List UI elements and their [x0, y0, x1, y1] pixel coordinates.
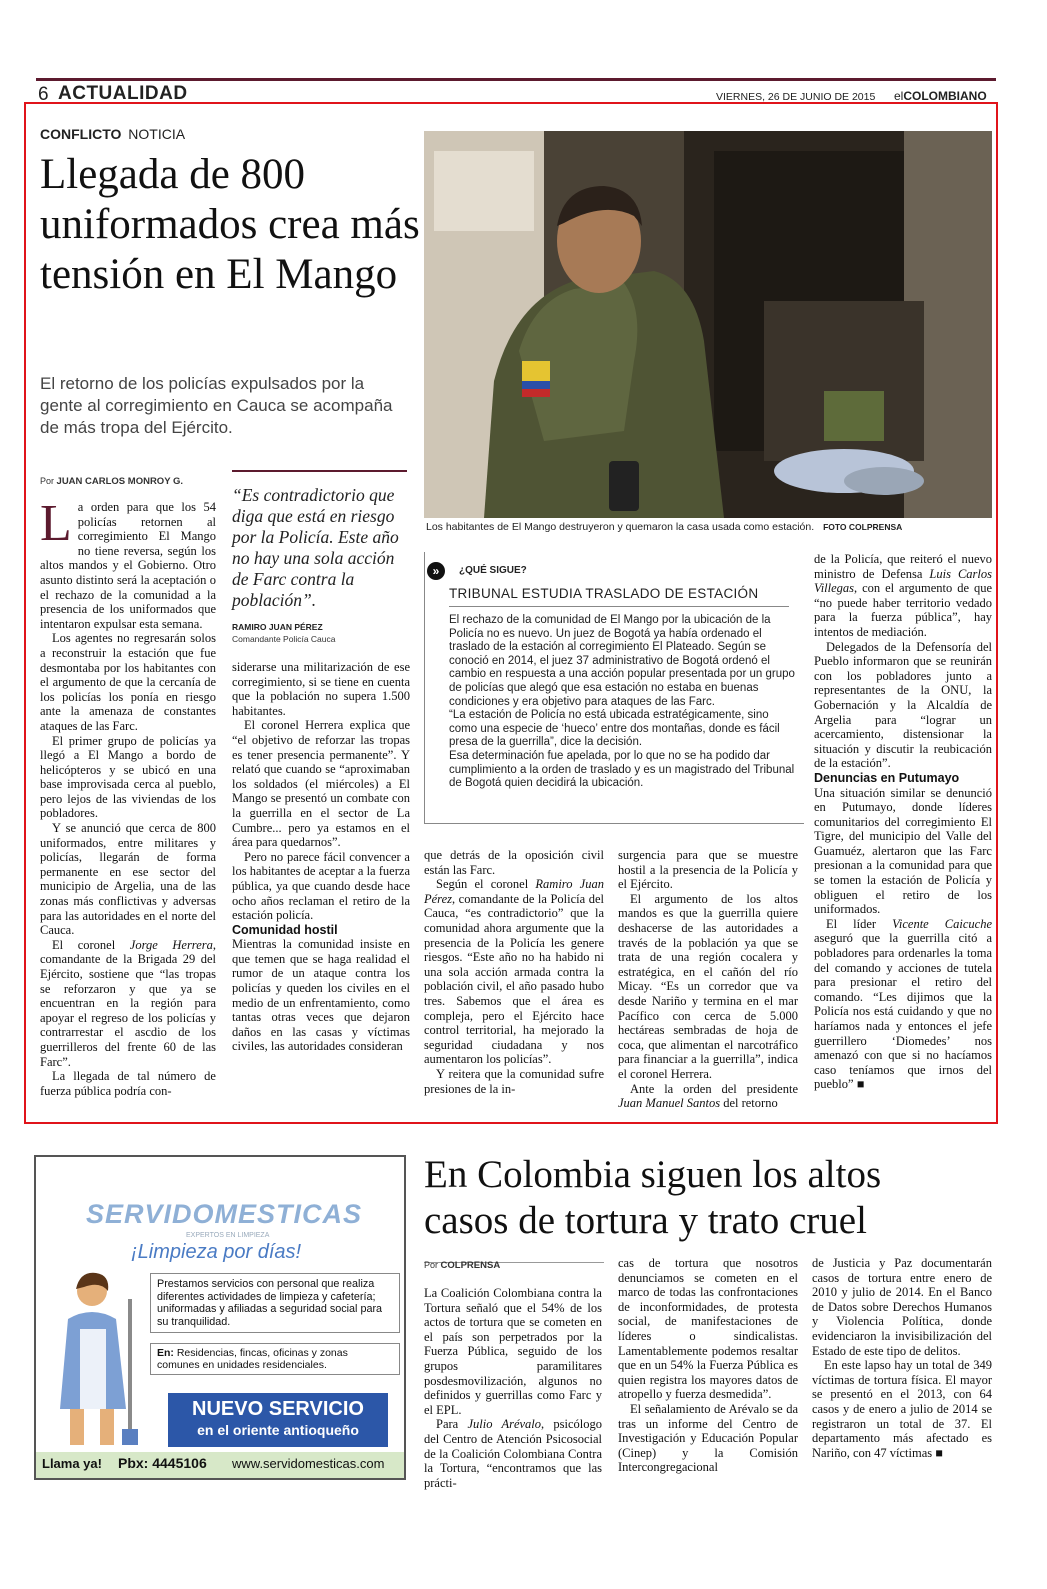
- byline-prefix: Por: [424, 1260, 439, 1270]
- paragraph: cas de tortura que nosotros denunciamos se cometen en el marco de todas las confrontaciones de inconformidades, de protesta social, de manifestaciones de líderes o sindicalistas. Lamentablemente podemos resaltar que en un 54% la Fuerza Pública es quien registra los mayores datos de atropello y fuerza desmedida”.: [618, 1256, 798, 1402]
- advertisement: [34, 1155, 406, 1480]
- paragraph-text: a orden para que los 54 policías retornen al corregimiento El Mango no tiene reversa, según los altos mandos y el Gobierno. Otro asunto distinto será la aceptación o el rechazo de la comunidad a la presencia de los uniformados que intentaron expulsar esta semana.: [40, 500, 216, 631]
- kicker: [40, 126, 185, 142]
- ad-locations-label: En:: [157, 1347, 174, 1359]
- paper-name: [894, 89, 987, 103]
- article-column-1: [40, 495, 216, 1098]
- byline-2: [424, 1260, 500, 1271]
- byline-prefix: Por: [40, 476, 55, 486]
- text-run: El líder: [826, 916, 893, 931]
- ad-website: www.servidomesticas.com: [232, 1456, 385, 1471]
- kicker-section: CONFLICTO: [40, 126, 122, 142]
- text-run: Ante la orden del presidente: [630, 1081, 798, 1096]
- sidebar-paragraph: El rechazo de la comunidad de El Mango por la ubicación de la Policía no es nuevo. Un juez de Bogotá ya había ordenado el traslado de la estación al corregimiento El Plateado. Según se conoció en 2014, el juez 37 administrativo de Bogotá ordenó el cambio en respuesta a una acción popular presentada por un grupo de policías que alegó que esa estación no estaba en buenas condiciones y era objetivo para ataques de las Farc.: [449, 614, 795, 708]
- paragraph: Pero no parece fácil convencer a los habitantes de aceptar a la fuerza pública, ya que cuando desde hace ocho años reclaman el retiro de la estación policía.: [232, 849, 410, 923]
- quote-role: Comandante Policía Cauca: [232, 634, 336, 644]
- person-name: Ramiro Juan Pérez: [424, 877, 604, 906]
- photo-credit: FOTO COLPRENSA: [823, 522, 903, 532]
- ad-body-box: [150, 1273, 400, 1333]
- sidebar-paragraph: Esa determinación fue apelada, por lo que no se ha podido dar cumplimiento a la orden de traslado y es un magistrado del Tribunal de Bogotá quien decidirá la ubicación.: [449, 749, 795, 790]
- header-top-rule: [36, 78, 996, 81]
- paragraph: [424, 877, 604, 1067]
- paragraph: [424, 1417, 602, 1490]
- person-name: Julio Arévalo: [467, 1417, 542, 1432]
- chevron-icon: »: [427, 562, 445, 580]
- sidebar-title: TRIBUNAL ESTUDIA TRASLADO DE ESTACIÓN: [449, 586, 759, 601]
- paragraph: Mientras la comunidad insiste en que temen que se haga realidad el rumor de un ataque contra los policías y queden los civiles en el medio de un enfrentamiento, como tantas otras veces que dejaron daños en las casas y víctimas civiles, las autoridades consideran: [232, 937, 410, 1054]
- text-run: Según el coronel: [436, 877, 536, 892]
- paragraph: [814, 552, 992, 640]
- paper-title: COLOMBIANO: [903, 89, 987, 103]
- paragraph: El primer grupo de policías ya llegó a El Mango a bordo de helicópteros y se ubicó en una base improvisada cerca al pueblo, pero lejos de las viviendas de los pobladores.: [40, 733, 216, 821]
- sidebar-body: [449, 614, 795, 791]
- ad-banner: [168, 1393, 388, 1447]
- byline: [40, 476, 183, 487]
- paragraph: El coronel Herrera explica que “el objetivo de reforzar las tropas es tener presencia permanente”. Y relató que cuando se “aproximaban los soldados (el miércoles) a El Mango se presentó un combate con la guerrilla en el sector de La Cumbre... pero ya estamos en el área para quedarnos”.: [232, 718, 410, 850]
- ad-brand: SERVIDOMESTICAS: [86, 1199, 363, 1229]
- paragraph: siderarse una militarización de ese corregimiento, si se tiene en cuenta que la población no supera 1.500 habitantes.: [232, 660, 410, 718]
- ad-call: Llama ya!: [42, 1456, 102, 1471]
- ad-locations-text: Residencias, fincas, oficinas y zonas comunes en unidades residenciales.: [157, 1347, 348, 1371]
- paragraph: de Justicia y Paz documentarán casos de tortura entre enero de 2010 y julio de 2014. En el Banco de Datos sobre Derechos Humanos y Violencia Política, donde evidenciaron la invisibilización del Estado de este tipo de delitos.: [812, 1256, 992, 1358]
- photo-illustration: [424, 131, 992, 518]
- paragraph: El señalamiento de Arévalo se da tras un informe del Centro de Investigación y Educación Popular (Cinep) y la Comisión Intercongregacional: [618, 1401, 798, 1475]
- paragraph: Una situación similar se denunció en Putumayo, donde líderes comunitarios del corregimiento El Tigre, del municipio del Valle del Guamuéz, alertaron que las Farc presionan a la comunidad para que se tomen la estación de Policía y obliguen el retiro de los uniformados.: [814, 785, 992, 917]
- paragraph: [618, 1082, 798, 1111]
- photo-caption: [426, 521, 996, 533]
- subhead: Denuncias en Putumayo: [814, 770, 960, 785]
- sidebar-title-rule: [449, 606, 789, 607]
- quote-rule: [232, 470, 407, 472]
- ad-banner-title: NUEVO SERVICIO: [192, 1398, 364, 1420]
- paragraph: surgencia para que se muestre hostil a la presencia de la Policía y el Ejército.: [618, 848, 798, 892]
- article-column-5: [814, 552, 992, 1092]
- text-run: , comandante de la Brigada 29 del Ejército, sostiene que “las tropas se reforzaron y que ya se encuentran en la región para apoyar el regreso de los policías y contrarrestar el ascdio de los guerrilleros del frente 60 de las Farc”.: [40, 937, 216, 1069]
- ad-brand-sub: EXPERTOS EN LIMPIEZA: [186, 1232, 270, 1239]
- text-run: de la Policía, que reiteró el nuevo ministro de Defensa: [814, 552, 992, 581]
- ad-footer: [36, 1452, 404, 1478]
- caption-text: Los habitantes de El Mango destruyeron y quemaron la casa usada como estación.: [426, 521, 815, 533]
- paragraph: El argumento de los altos mandos es que la guerrilla quiere deshacerse de las autoridades a través de la población ya que se trata de una región cocalera y estratégica, en el cañón del río Micay. “Es un corredor que va desde Nariño y termina en el mar Pacífico con cerca de 5.000 hectáreas sembradas de hoja de coca, que alimentan el narcotráfico para financiar a la guerrilla”, indica el coronel Herrera.: [618, 891, 798, 1081]
- text-run: , con el argumento de que “no puede haber territorio vedado para la fuerza pública”, hay intentos de mediación.: [814, 581, 992, 639]
- paragraph: La llegada de tal número de fuerza pública podría con-: [40, 1069, 216, 1098]
- ad-tagline: ¡Limpieza por días!: [131, 1241, 302, 1263]
- paragraph: Y se anunció que cerca de 800 uniformados, entre militares y policías, llegarán de forma permanente en ese sector del municipio de Argelia, una de las zonas más conflictivas y adversas para las autoridades en el norte del Cauca.: [40, 821, 216, 938]
- article2-column-1: [424, 1286, 602, 1490]
- byline-author: COLPRENSA: [440, 1260, 501, 1271]
- paragraph: Delegados de la Defensoría del Pueblo informaron que se reunirán con los pobladores junto a representantes de la ONU, la Gobernación y la Alcaldía de Argelia para “lograr un acercamiento, distensionar la situación y discutir la reubicación de la estación”.: [814, 639, 992, 771]
- article2-column-3: [812, 1256, 992, 1460]
- paragraph: [40, 495, 216, 631]
- ad-phone: Pbx: 4445106: [118, 1455, 207, 1471]
- paragraph: que detrás de la oposición civil están las Farc.: [424, 848, 604, 877]
- article-column-2: [232, 660, 410, 1054]
- byline-author: JUAN CARLOS MONROY G.: [56, 476, 184, 487]
- paper-prefix: el: [894, 89, 904, 103]
- ad-locations: [150, 1343, 400, 1375]
- text-run: , psicólogo del Centro de Atención Psicosocial de la Coalición Colombiana Contra la Tortura, “encontramos que las prácti-: [424, 1417, 602, 1490]
- text-run: Para: [436, 1417, 468, 1432]
- sidebar-box: [424, 552, 804, 824]
- headline-2: En Colombia siguen los altos casos de tortura y trato cruel: [424, 1153, 882, 1242]
- text-run: aseguró que la guerrilla citó a pobladores para ordenarles la toma del comando y acciones de tutela para presionar el retiro del comando. “Les dijimos que la Policía nos está cuidando y que no haríamos nada y entonces el jefe guerrillero ‘Diomedes’ nos amenazó con que si no hacíamos caso teníamos que irnos del pueblo” ■: [814, 931, 992, 1092]
- sidebar-label: ¿QUÉ SIGUE?: [459, 565, 527, 576]
- text-run: del retorno: [720, 1096, 778, 1111]
- paragraph: [40, 938, 216, 1069]
- person-name: Luis Carlos Villegas: [814, 566, 992, 596]
- drop-cap: L: [40, 495, 72, 552]
- paragraph: La Coalición Colombiana contra la Tortura señaló que el 54% de los actos de tortura que se cometen en el país son perpetrados por la Fuerza Pública, seguido de los grupos paramilitares posdesmovilización, algunos no definidos y guerrillas como Farc y el EPL.: [424, 1286, 602, 1417]
- quote-author: RAMIRO JUAN PÉREZ: [232, 622, 323, 632]
- page-header: [36, 78, 996, 104]
- text-run: , comandante de la Policía del Cauca, “es contradictorio” que la comunidad ahora argumente que la presencia de la Policía les genere riesgos. “Este año no ha habido ni una sola acción armada contra la población civil, el año pasado hubo tres. Sabemos que el área es compleja, pero el Ejército hace control territorial, ha mejorado la seguridad ciudadana y nos aumentaron los policías”.: [424, 891, 604, 1067]
- article-column-4: [618, 848, 798, 1111]
- ad-body-text: Prestamos servicios con personal que realiza diferentes actividades de limpieza y cafetería; uniformadas y afiliadas a seguridad social para su tranquilidad.: [157, 1278, 383, 1328]
- text-run: El coronel: [52, 937, 130, 952]
- paragraph: [814, 917, 992, 1092]
- issue-date: VIERNES, 26 DE JUNIO DE 2015: [716, 91, 876, 103]
- headline: Llegada de 800 uniformados crea más tensión en El Mango: [40, 151, 420, 298]
- maid-illustration: [40, 1269, 158, 1449]
- pull-quote: “Es contradictorio que diga que está en riesgo por la Policía. Este año no hay una sola acción de Farc contra la población”.: [232, 485, 399, 610]
- paragraph: Los agentes no regresarán solos a reconstruir la estación que fue desmontaba por los habitantes con el argumento de que la cercanía de los policías los ponía en riesgo ante la amenaza de constantes ataques de las Farc.: [40, 631, 216, 733]
- subhead: Comunidad hostil: [232, 922, 338, 937]
- article2-column-2: [618, 1256, 798, 1475]
- paragraph: Y reitera que la comunidad sufre presiones de la in-: [424, 1066, 604, 1096]
- paragraph: En este lapso hay un total de 349 víctimas de tortura física. El mayor se presentó en el 2013, con 64 casos y de enero a julio de 2014 se registraron un total de 37. El departamento más afectado es Nariño, con 47 víctimas ■: [812, 1358, 992, 1460]
- news-photo: [424, 131, 992, 518]
- article-column-3: [424, 848, 604, 1096]
- deck: El retorno de los policías expulsados por la gente al corregimiento en Cauca se acompaña de más tropa del Ejército.: [40, 374, 393, 437]
- kicker-type: NOTICIA: [128, 126, 186, 142]
- person-name: Vicente Caicuche: [892, 916, 992, 931]
- page-number: 6: [38, 84, 49, 105]
- section-name: ACTUALIDAD: [58, 83, 188, 104]
- person-name: Juan Manuel Santos: [618, 1096, 721, 1111]
- ad-banner-subtitle: en el oriente antioqueño: [197, 1422, 359, 1438]
- sidebar-paragraph: “La estación de Policía no está ubicada estratégicamente, sino como una especie de ‘hueco’ entre dos montañas, donde es fácil presa de la guerrilla”, dice la decisión.: [449, 709, 780, 749]
- person-name: Jorge Herrera: [129, 937, 213, 952]
